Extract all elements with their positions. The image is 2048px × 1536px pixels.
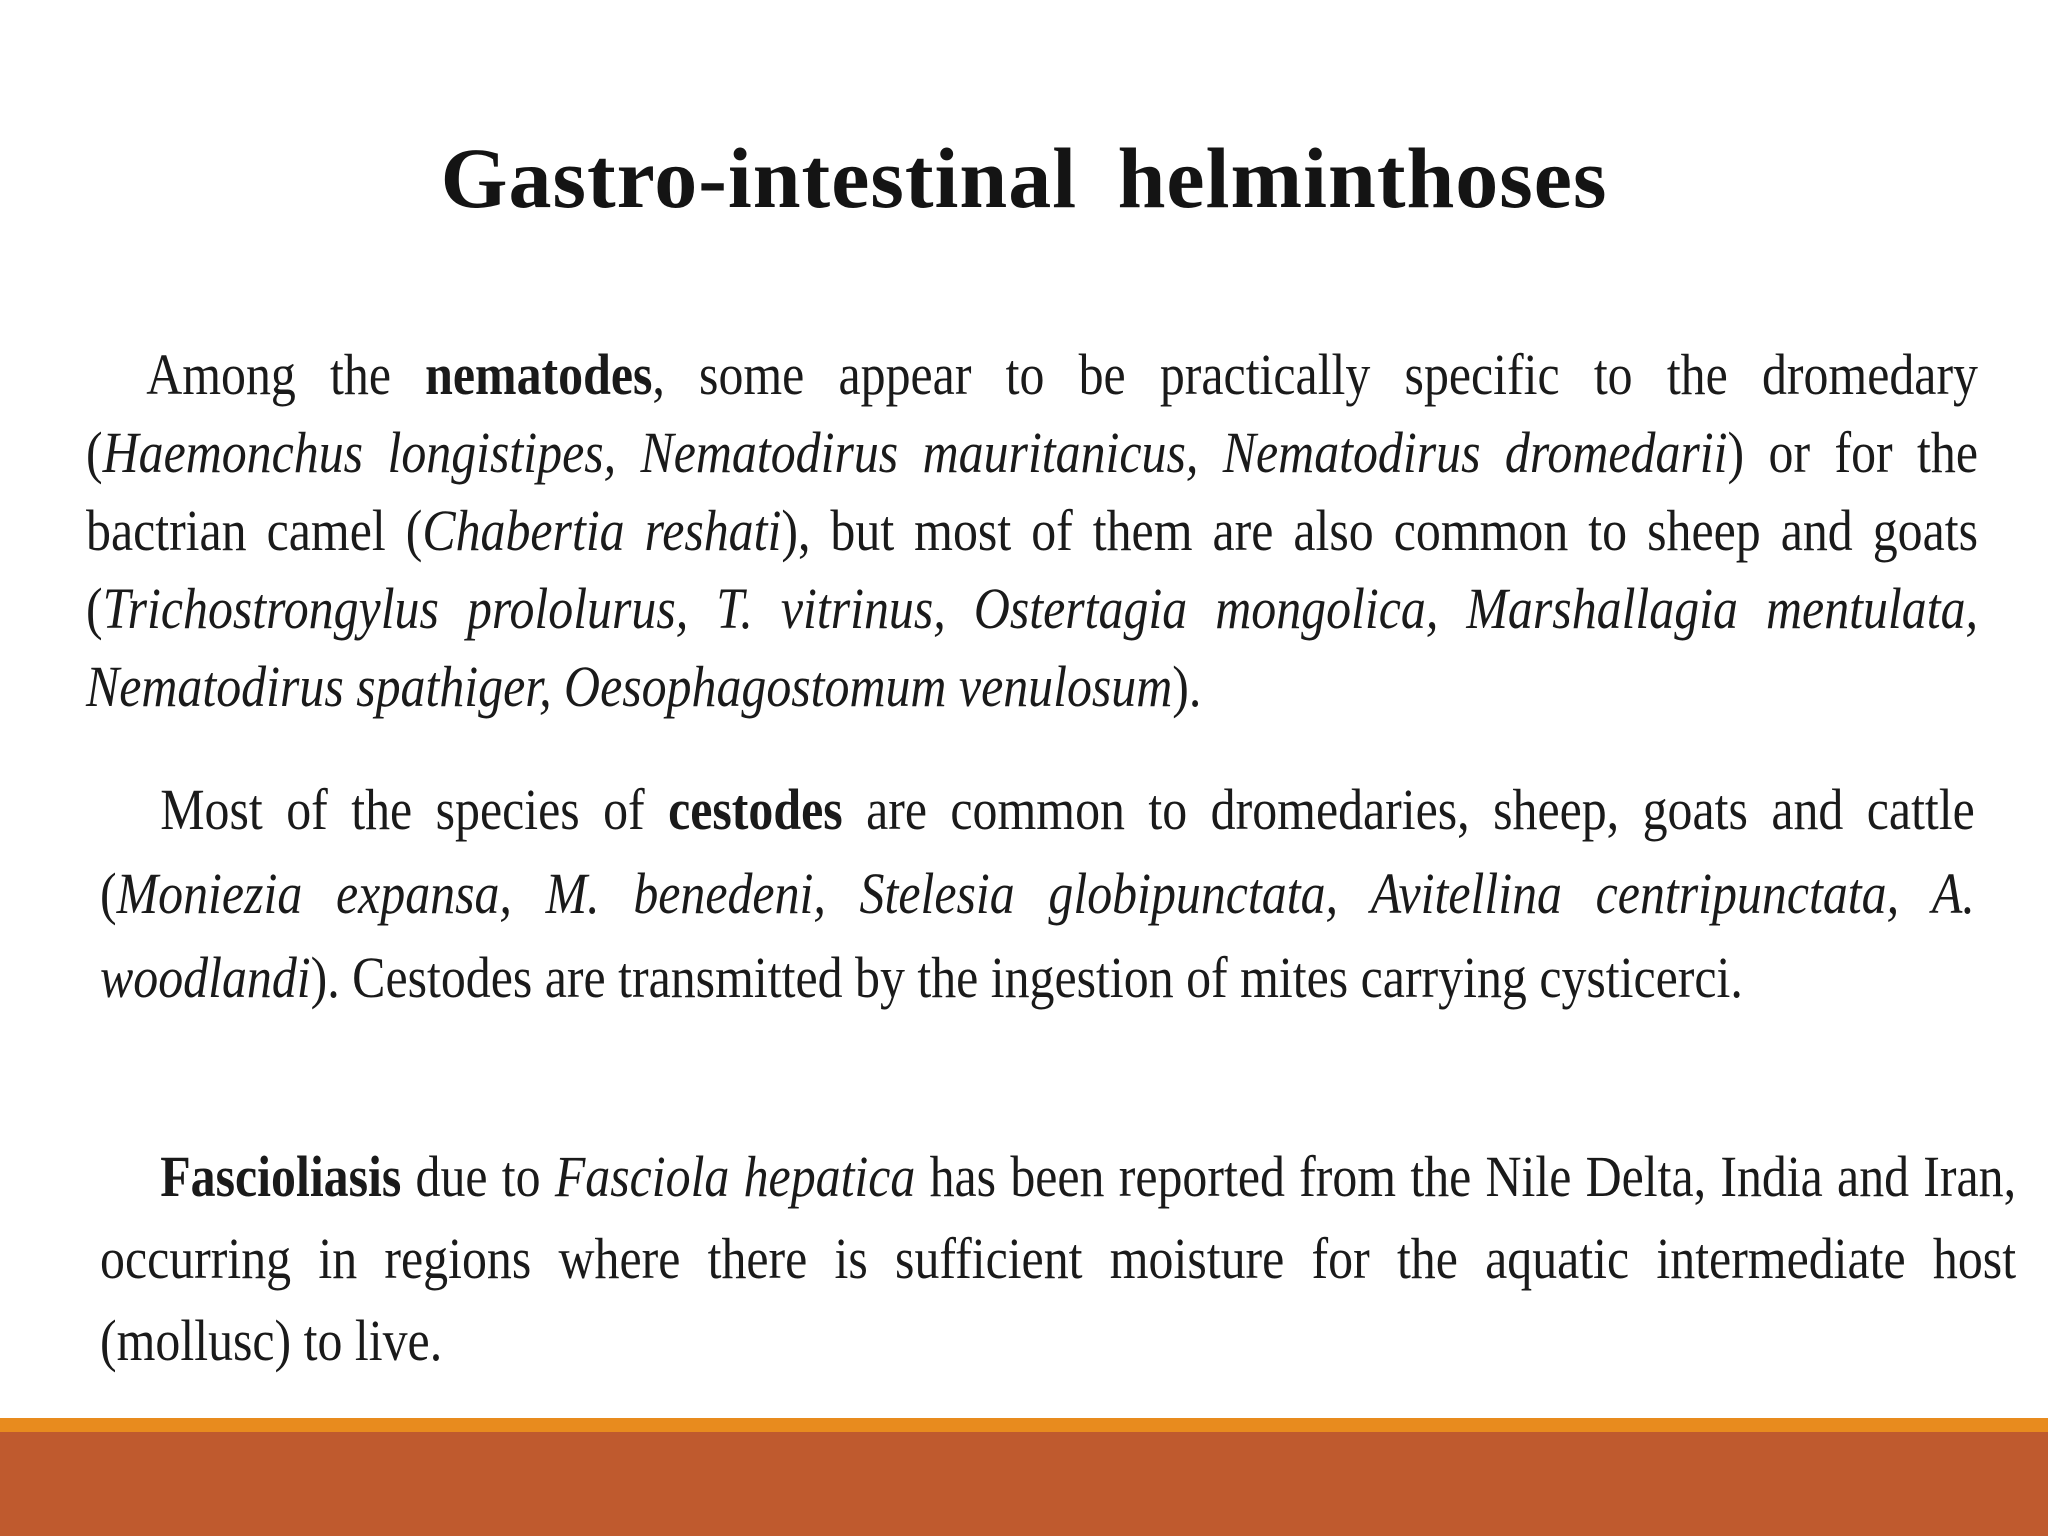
slide-title: Gastro-intestinal helminthoses xyxy=(440,130,1608,226)
p2-bold-cestodes: cestodes xyxy=(668,777,843,842)
p1-text-1: Among the xyxy=(146,342,426,407)
p2-italic-species: Moniezia expansa, M. benedeni, Stelesia globipunctata, Avitellina centripunctata, A. woodlandi xyxy=(100,861,1975,1010)
p2-text-3: ). Cestodes are transmitted by the ingestion of mites carrying cysticerci. xyxy=(310,945,1743,1010)
p2-text-2: are common to dromedaries, sheep, goats and cattle ( xyxy=(100,777,1975,926)
paragraph-cestodes xyxy=(100,768,1975,1020)
p1-italic-species-1: Haemonchus longistipes, Nematodirus mauritanicus, Nematodirus dromedarii xyxy=(102,420,1728,485)
p1-text-4: ), but most of them are also common to sheep and goats ( xyxy=(86,498,1979,641)
p1-text-5: ). xyxy=(1172,654,1202,719)
footer-band-rust xyxy=(0,1432,2048,1536)
paragraph-fascioliasis xyxy=(100,1136,2016,1382)
p1-bold-nematodes: nematodes xyxy=(425,342,653,407)
p1-text-3: ) or for the bactrian camel ( xyxy=(86,420,1978,563)
p3-text-1: due to xyxy=(401,1144,555,1209)
p3-bold-fascioliasis: Fascioliasis xyxy=(160,1144,402,1209)
footer-stripe-orange xyxy=(0,1418,2048,1432)
p2-text-1: Most of the species of xyxy=(160,777,669,842)
p1-italic-species-3: Trichostrongylus prololurus, T. vitrinus, Ostertagia mongolica, Marshallagia mentulata, Nematodirus spathiger, Oesophagostomum venulosum xyxy=(86,576,1978,719)
p3-italic-species: Fasciola hepatica xyxy=(554,1144,916,1209)
p3-text-2: has been reported from the Nile Delta, India and Iran, occurring in regions where there is sufficient moisture for the aquatic intermediate host (mollusc) to live. xyxy=(100,1144,2017,1373)
p1-text-2: , some appear to be practically specific to the dromedary ( xyxy=(86,342,1978,485)
paragraph-nematodes xyxy=(86,336,1978,726)
p1-italic-species-2: Chabertia reshati xyxy=(422,498,782,563)
